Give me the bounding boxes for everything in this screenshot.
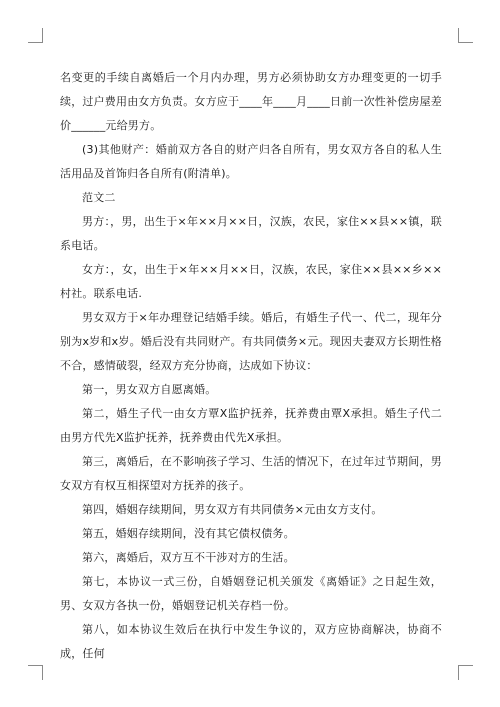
paragraph-continuation: 名变更的手续自离婚后一个月内办理，男方必须协助女方办理变更的一切手续，过户费用由女方负责。女方应于____年____月____日前一次性补偿房屋差价______元给男方。 <box>60 71 442 132</box>
paragraph-male-party: 男方：，男，出生于×年××月××日，汉族，农民，家住××县××镇，联系电话。 <box>60 215 442 252</box>
clause-3: 第三，离婚后，在不影响孩子学习、生活的情况下，在过年过节期间，男女双方有权互相探望对方抚养的孩子。 <box>60 455 442 492</box>
clause-7: 第七，本协议一式三份，自婚姻登记机关颁发《离婚证》之日起生效，男、女双方各执一份，婚姻登记机关存档一份。 <box>60 575 442 612</box>
clause-2: 第二，婚生子代一由女方覃X监护抚养，抚养费由覃X承担。婚生子代二由男方代先X监护抚养，抚养费由代先X承担。 <box>60 407 442 444</box>
clause-1: 第一，男女双方自愿离婚。 <box>82 383 217 396</box>
section-heading-sample-two: 范文二 <box>82 191 116 204</box>
document-body <box>60 66 442 666</box>
clause-5: 第五，婚姻存续期间，没有其它债权债务。 <box>82 527 295 540</box>
clause-4: 第四，婚姻存续期间，男女双方有共同债务×元由女方支付。 <box>82 503 383 516</box>
paragraph-other-property: (3)其他财产：婚前双方各自的财产归各自所有，男女双方各自的私人生活用品及首饰归各自所有(附清单)。 <box>60 143 442 180</box>
paragraph-female-party: 女方：，女，出生于×年××月××日，汉族，农民，家住××县××乡××村社。联系电话. <box>60 263 442 300</box>
crop-mark-top-left <box>28 28 43 43</box>
crop-mark-top-right <box>458 28 473 43</box>
clause-6: 第六，离婚后，双方互不干涉对方的生活。 <box>82 551 295 564</box>
crop-mark-bottom-left <box>28 665 43 680</box>
crop-mark-bottom-right <box>458 665 473 680</box>
clause-8: 第八，如本协议生效后在执行中发生争议的，双方应协商解决，协商不成，任何 <box>60 623 442 660</box>
paragraph-background: 男女双方于×年办理登记结婚手续。婚后，有婚生子代一、代二，现年分别为x岁和x岁。婚后没有共同财产。有共同债务×元。现因夫妻双方长期性格不合，感情破裂，经双方充分协商，达成如下协议： <box>60 311 442 372</box>
